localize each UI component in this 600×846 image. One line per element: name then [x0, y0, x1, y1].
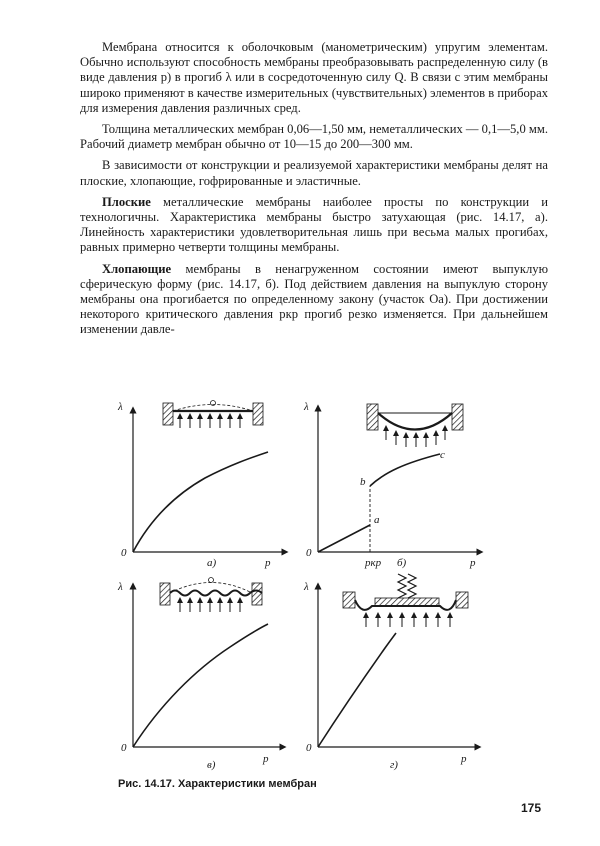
panel-b-curve-oa [318, 525, 370, 552]
panel-a-sketch [163, 401, 263, 429]
paragraph-snap: Хлопающие мембраны в ненагруженном состоянии имеют выпуклую сферическую форму (рис. 14.17, б). Под действием давления на выпуклую сторону мембраны она прогибается по определенному закону (участок Oa). При достижении некоторого критического давления pкр прогиб резко изменяется. При дальнейшем изменении давле- [80, 261, 548, 337]
panel-d-label: г) [390, 759, 398, 771]
term-snap: Хлопающие [102, 261, 172, 276]
panel-b-y-label: λ [304, 401, 309, 413]
panel-b-x-label: p [470, 557, 476, 569]
panel-c-corrugated [117, 578, 283, 772]
panel-a-y-label: λ [118, 401, 123, 413]
term-flat: Плоские [102, 194, 151, 209]
panel-c-curve [133, 624, 268, 747]
panel-c-origin: 0 [121, 742, 127, 754]
panel-a-flat [117, 401, 285, 570]
panel-b-label: б) [397, 557, 407, 569]
paragraph-intro: Мембрана относится к оболочковым (манометрическим) упругим элементам. Обычно используют способность мембраны преобразовывать распределенную силу (в виде давления p) в прогиб λ или в сосредоточенную силу Q. В связи с этим мембраны широко применяют в качестве измерительных (чувствительных) элементов в приборах для измерения давления различных сред. [80, 40, 548, 115]
paragraph-types: В зависимости от конструкции и реализуемой характеристики мембраны делят на плоские, хлопающие, гофрированные и эластичные. [80, 158, 548, 188]
paragraph-flat: Плоские металлические мембраны наиболее просты по конструкции и технологичны. Характеристика мембраны быстро затухающая (рис. 14.17, а). Линейность характеристики удовлетворительная лишь при весьма малых прогибах, равных примерно четверти толщины мембраны. [80, 194, 548, 255]
panel-b-snap [303, 401, 480, 569]
panel-d-y-label: λ [304, 581, 309, 593]
panel-a-curve [133, 452, 268, 552]
page-number: 175 [521, 801, 542, 815]
panel-b-critical-label: pкр [365, 557, 382, 569]
paragraph-thickness: Толщина металлических мембран 0,06—1,50 мм, неметаллических — 0,1—5,0 мм. Рабочий диаметр мембран обычно от 10—15 до 200—300 мм. [80, 122, 548, 152]
panel-b-curve-bc [370, 454, 440, 486]
panel-d-x-label: p [461, 753, 467, 765]
figure-caption: Рис. 14.17. Характеристики мембран [118, 778, 317, 790]
panel-b-point-a: a [374, 514, 380, 526]
panel-c-y-label: λ [118, 581, 123, 593]
panel-b-point-b: b [360, 476, 366, 488]
panel-a-x-label: p [265, 557, 271, 569]
panel-a-origin: 0 [121, 547, 127, 559]
panel-a-label: а) [207, 557, 217, 569]
panel-d-curve [318, 633, 396, 747]
panel-d-sketch [343, 574, 468, 627]
panel-c-label: в) [207, 759, 216, 771]
panel-b-point-c: c [440, 449, 445, 461]
panel-b-sketch [367, 404, 463, 447]
panel-b-origin: 0 [306, 547, 312, 559]
panel-d-elastic [303, 574, 478, 771]
panel-d-origin: 0 [306, 742, 312, 754]
panel-c-sketch [160, 578, 262, 613]
panel-c-x-label: p [263, 753, 269, 765]
